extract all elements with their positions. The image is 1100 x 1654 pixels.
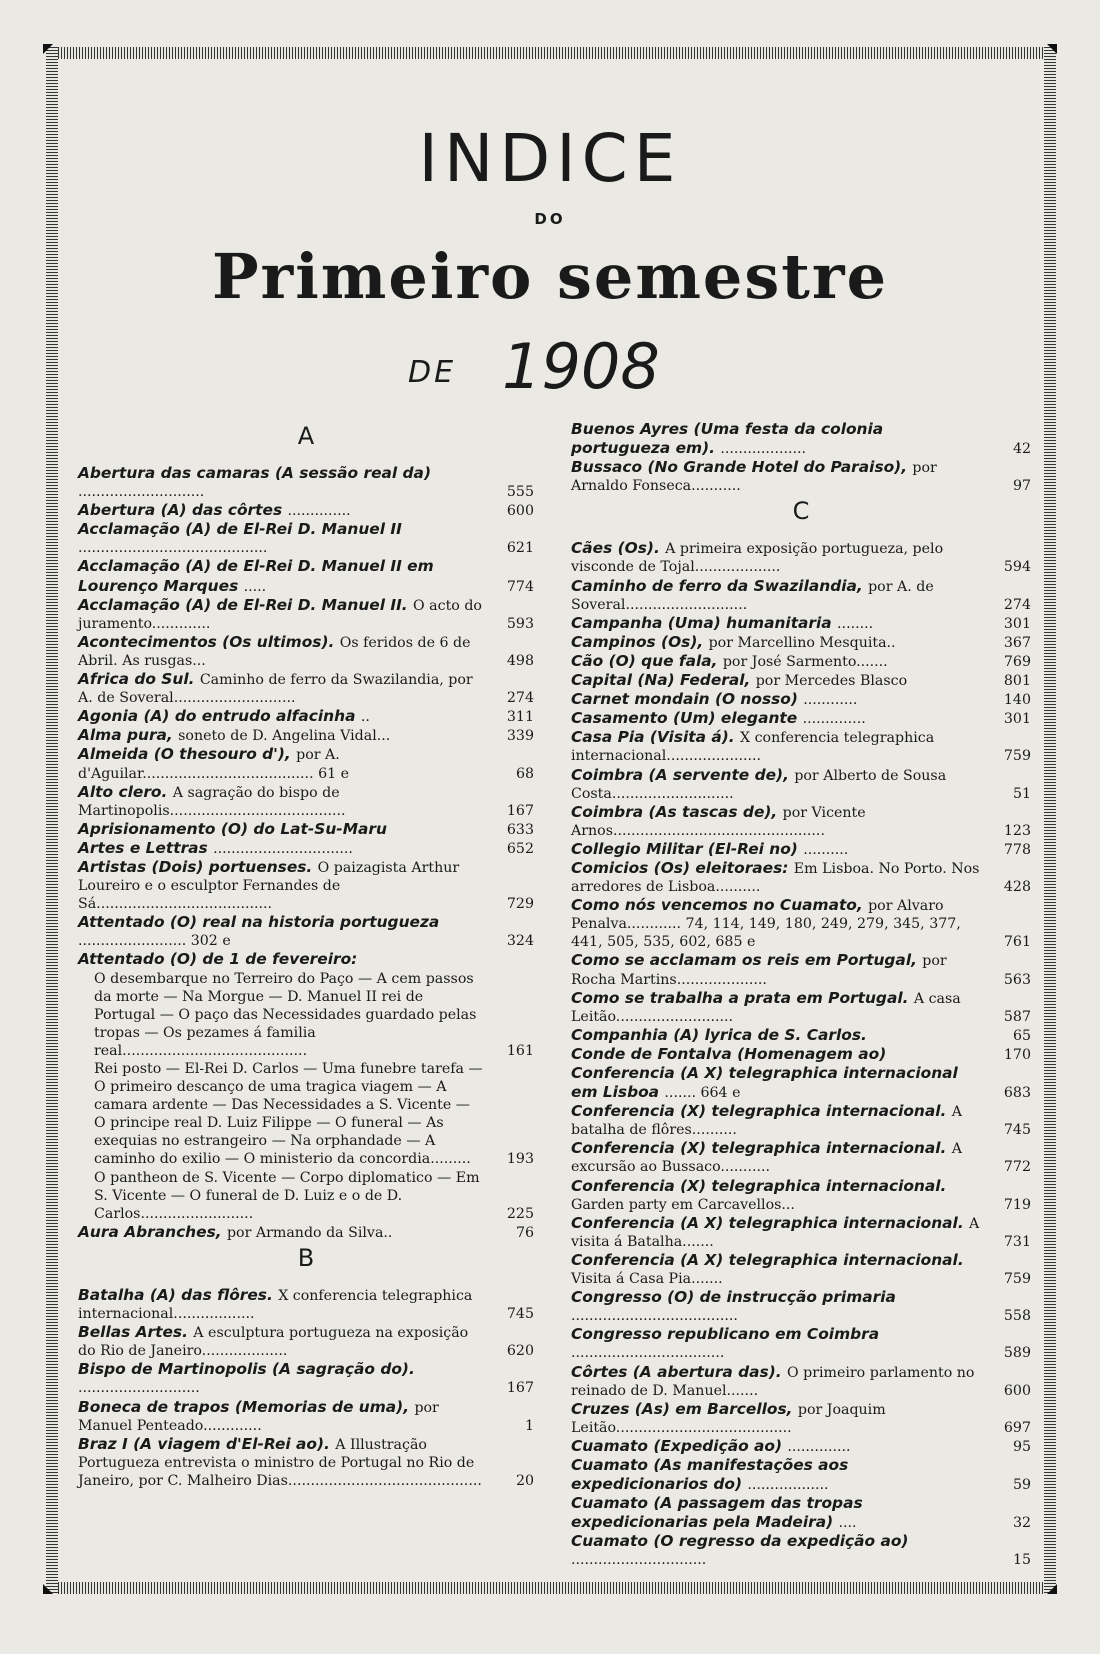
index-entry <box>78 520 534 557</box>
index-entry <box>78 464 534 501</box>
index-entry <box>571 1325 1031 1362</box>
entry-title: Capital (Na) Federal, <box>571 671 756 690</box>
index-entry <box>78 1398 534 1435</box>
entry-title: Casa Pia (Visita á). <box>571 728 740 747</box>
entry-description: por A. de Soveral........................... <box>571 578 934 613</box>
entry-title: Como nós vencemos no Cuamato, <box>571 896 869 915</box>
entry-title: Companhia (A) lyrica de S. Carlos. <box>571 1025 867 1044</box>
index-entry <box>78 1286 534 1323</box>
entry-page-number: 1 <box>524 1417 534 1434</box>
entry-description: por Armando da Silva.. <box>226 1224 393 1241</box>
entry-description: por Arnaldo Fonseca........... <box>571 460 937 495</box>
entry-description: A excursão ao Bussaco........... <box>571 1141 963 1176</box>
entry-title: Cuamato (O regresso da expedição ao) <box>571 1532 909 1551</box>
entry-title: Attentado (O) real na historia portugueza <box>78 913 440 932</box>
index-entry <box>78 1223 534 1242</box>
entry-description: .......................................... <box>78 540 268 557</box>
entry-description: ........ <box>837 615 874 632</box>
corner-ornament <box>43 44 53 54</box>
corner-ornament <box>1047 1584 1057 1594</box>
index-entry <box>571 766 1031 803</box>
entry-description: ..................................... <box>571 1308 738 1325</box>
index-entry <box>571 1251 1031 1288</box>
entry-page-number: 761 <box>1003 934 1031 951</box>
section-letter: B <box>297 1243 315 1272</box>
index-entry <box>571 709 1031 728</box>
entry-title: Conferencia (X) telegraphica internacional. <box>571 1176 947 1195</box>
entry-page-number: 719 <box>1003 1196 1031 1213</box>
index-entry <box>571 539 1031 576</box>
entry-page-number: 600 <box>1003 1382 1031 1399</box>
entry-title: Como se trabalha a prata em Portugal. <box>571 988 914 1007</box>
entry-description: Visita á Casa Pia....... <box>571 1271 723 1288</box>
entry-description: A Illustração Portugueza entrevista o ministro de Portugal no Rio de Janeiro, por C. Malheiro Dias........................................... <box>78 1436 482 1489</box>
index-entry <box>78 1169 534 1223</box>
entry-page-number: 170 <box>1003 1046 1031 1063</box>
entry-page-number: 652 <box>506 840 534 857</box>
entry-description: por A. d'Aguilar...................................... 61 e <box>78 747 350 782</box>
index-entry <box>571 1214 1031 1251</box>
entry-page-number: 769 <box>1003 653 1031 670</box>
entry-title: Cuamato (A passagem das tropas expedicionarias pela Madeira) <box>571 1494 863 1532</box>
entry-title: Attentado (O) de 1 de fevereiro: <box>78 950 358 969</box>
entry-page-number: 15 <box>1012 1552 1031 1569</box>
entry-page-number: 801 <box>1003 673 1031 690</box>
index-entry <box>571 1064 1031 1102</box>
entry-description: .......... <box>803 841 849 858</box>
entry-title: Alto clero. <box>78 782 173 801</box>
entry-description: A batalha de flôres.......... <box>571 1104 963 1139</box>
border-top <box>46 47 1056 59</box>
entry-title: Casamento (Um) elegante <box>571 709 803 728</box>
entry-page-number: 301 <box>1003 615 1031 632</box>
title-year: 1908 <box>502 330 660 403</box>
entry-title: Boneca de trapos (Memorias de uma), <box>78 1397 415 1416</box>
entry-title: Africa do Sul. <box>78 670 200 689</box>
entry-title: Acclamação (A) de El-Rei D. Manuel II <box>78 520 402 539</box>
entry-description: ........................... <box>78 1380 200 1397</box>
entry-title: Artistas (Dois) portuenses. <box>78 857 318 876</box>
entry-description: X conferencia telegraphica internacional..................... <box>571 730 935 765</box>
entry-title: Conferencia (A X) telegraphica internacional. <box>571 1250 964 1269</box>
entry-description: por Alvaro Penalva............ 74, 114, 149, 180, 249, 279, 345, 377, 441, 505, 535, 602, 685 e <box>571 898 961 951</box>
entry-page-number: 32 <box>1012 1515 1031 1532</box>
entry-page-number: 274 <box>506 690 534 707</box>
entry-page-number: 759 <box>1003 748 1031 765</box>
entry-title: Alma pura, <box>78 726 179 745</box>
entry-description: A esculptura portugueza na exposição do Rio de Janeiro................... <box>78 1325 469 1360</box>
entry-description: ..... <box>243 578 267 595</box>
entry-description: por Manuel Penteado............. <box>78 1399 439 1434</box>
entry-title: Côrtes (A abertura das). <box>571 1362 787 1381</box>
entry-title: Agonia (A) do entrudo alfacinha <box>78 707 361 726</box>
index-entry <box>571 1363 1031 1400</box>
entry-page-number: 731 <box>1003 1233 1031 1250</box>
page-subtitle: Primeiro semestre <box>211 240 889 313</box>
index-entry <box>78 950 534 969</box>
entry-title: Aprisionamento (O) do Lat-Su-Maru <box>78 819 387 838</box>
entry-description: .............. <box>787 1438 851 1455</box>
entry-title: Bussaco (No Grande Hotel do Paraiso), <box>571 458 913 477</box>
entry-title: Cães (Os). <box>571 539 666 558</box>
entry-description: .............. <box>287 503 351 520</box>
index-entry <box>78 745 534 782</box>
index-entry <box>571 1456 1031 1494</box>
entry-page-number: 140 <box>1003 692 1031 709</box>
entry-title: Caminho de ferro da Swazilandia, <box>571 576 869 595</box>
entry-description: Garden party em Carcavellos... <box>571 1196 795 1213</box>
entry-title: Cuamato (As manifestações aos expedicionarios do) <box>571 1455 849 1494</box>
entry-page-number: 772 <box>1003 1159 1031 1176</box>
index-entry <box>571 633 1031 652</box>
entry-description: por Rocha Martins.................... <box>571 953 947 988</box>
entry-title: Braz I (A viagem d'El-Rei ao). <box>78 1434 336 1453</box>
index-entry <box>571 420 1031 458</box>
entry-page-number: 42 <box>1012 441 1031 458</box>
entry-page-number: 167 <box>506 1380 534 1397</box>
entry-description: .............. <box>802 711 866 728</box>
index-entry <box>571 671 1031 690</box>
index-column-right <box>571 420 1031 1570</box>
entry-description: Em Lisboa. No Porto. Nos arredores de Lisboa.......... <box>571 860 980 896</box>
entry-subsection: O pantheon de S. Vicente — Corpo diplomatico — Em S. Vicente — O funeral de D. Luiz e o de D. Carlos......................... <box>94 1169 480 1222</box>
entry-page-number: 301 <box>1003 711 1031 728</box>
index-entry <box>571 859 1031 896</box>
entry-page-number: 95 <box>1012 1438 1031 1455</box>
index-entry <box>571 1494 1031 1532</box>
entry-description: por Alberto de Sousa Costa........................... <box>571 767 947 802</box>
index-entry <box>571 803 1031 840</box>
index-entry <box>78 1323 534 1360</box>
entry-page-number: 167 <box>506 802 534 819</box>
index-entry <box>78 557 534 595</box>
entry-title: Aura Abranches, <box>78 1222 227 1241</box>
entry-page-number: 589 <box>1003 1345 1031 1362</box>
entry-page-number: 68 <box>515 765 534 782</box>
entry-title: Coimbra (A servente de), <box>571 765 795 784</box>
entry-title: Bispo de Martinopolis (A sagração do). <box>78 1360 415 1379</box>
entry-page-number: 683 <box>1003 1085 1031 1102</box>
entry-title: Congresso (O) de instrucção primaria <box>571 1288 896 1307</box>
index-entry <box>78 670 534 707</box>
index-entry <box>78 501 534 520</box>
entry-page-number: 225 <box>506 1205 534 1222</box>
entry-title: Cuamato (Expedição ao) <box>571 1436 788 1455</box>
entry-description: .............................. <box>571 1552 707 1569</box>
entry-title: Como se acclamam os reis em Portugal, <box>571 951 923 970</box>
index-entry <box>571 1532 1031 1569</box>
index-entry <box>78 726 534 745</box>
entry-description: X conferencia telegraphica internacional.................. <box>78 1287 473 1323</box>
entry-page-number: 161 <box>506 1042 534 1059</box>
entry-title: Campanha (Uma) humanitaria <box>571 613 838 632</box>
entry-page-number: 563 <box>1003 971 1031 988</box>
entry-description: Caminho de ferro da Swazilandia, por A. de Soveral........................... <box>78 672 473 707</box>
entry-title: Cruzes (As) em Barcellos, <box>571 1399 798 1418</box>
index-entry <box>571 1288 1031 1325</box>
entry-page-number: 20 <box>515 1472 534 1489</box>
index-entry <box>78 820 534 839</box>
entry-description: por Joaquim Leitão....................................... <box>571 1401 886 1436</box>
entry-page-number: 59 <box>1012 1477 1031 1494</box>
entry-page-number: 774 <box>506 578 534 595</box>
entry-title: Conferencia (X) telegraphica internacional. <box>571 1139 952 1158</box>
section-letter: A <box>297 422 315 450</box>
entry-description: .................. <box>747 1477 829 1494</box>
entry-title: Coimbra (As tascas de), <box>571 802 783 821</box>
entry-description: ............................... <box>213 840 353 857</box>
entry-title: Conde de Fontalva (Homenagem ao) <box>571 1044 887 1063</box>
entry-page-number: 428 <box>1003 879 1031 896</box>
entry-description: por Mercedes Blasco <box>755 673 908 690</box>
entry-title: Abertura (A) das côrtes <box>78 501 288 520</box>
entry-page-number: 193 <box>506 1151 534 1168</box>
entry-title: Cão (O) que fala, <box>571 651 723 670</box>
entry-description: por José Sarmento....... <box>722 653 888 670</box>
title-de: DE <box>408 355 457 390</box>
entry-description: ............ <box>803 692 858 709</box>
entry-title: Comicios (Os) eleitoraes: <box>571 858 794 877</box>
index-entry <box>571 1139 1031 1176</box>
entry-title: Acclamação (A) de El-Rei D. Manuel II em Lourenço Marques <box>78 557 434 595</box>
index-entry <box>571 690 1031 709</box>
entry-title: Artes e Lettras <box>78 838 214 857</box>
entry-title: Almeida (O thesouro d'), <box>78 745 297 764</box>
entry-page-number: 729 <box>506 896 534 913</box>
entry-page-number: 593 <box>506 615 534 632</box>
entry-page-number: 558 <box>1003 1308 1031 1325</box>
entry-title: Campinos (Os), <box>571 632 709 651</box>
entry-title: Collegio Militar (El-Rei no) <box>571 839 804 858</box>
index-entry <box>78 858 534 913</box>
index-entry <box>571 896 1031 951</box>
index-entry <box>78 633 534 670</box>
index-entry <box>571 728 1031 765</box>
index-entry <box>571 1026 1031 1045</box>
entry-page-number: 697 <box>1003 1419 1031 1436</box>
entry-title: Batalha (A) das flôres. <box>78 1285 279 1304</box>
index-entry <box>78 1435 534 1490</box>
entry-description: ....... 664 e <box>664 1085 741 1102</box>
border-bottom <box>46 1582 1056 1594</box>
entry-page-number: 587 <box>1003 1008 1031 1025</box>
entry-title: Acclamação (A) de El-Rei D. Manuel II. <box>78 595 414 614</box>
entry-page-number: 311 <box>506 709 534 726</box>
entry-description: ................... <box>720 441 807 458</box>
entry-page-number: 324 <box>506 933 534 950</box>
entry-description: ........................ 302 e <box>78 933 231 950</box>
entry-subsection: Rei posto — El-Rei D. Carlos — Uma funebre tarefa — O primeiro descanço de uma tragica viagem — A camara ardente — Das Necessidades a S. Vicente — O principe real D. Luiz Filippe — O funeral — As exequias no estrangeiro — Na orphandade — A caminho do exilio — O ministerio da concordia......... <box>94 1061 483 1168</box>
corner-ornament <box>43 1584 53 1594</box>
entry-title: Conferencia (A X) telegraphica internacional em Lisboa <box>571 1064 958 1102</box>
entry-page-number: 65 <box>1012 1027 1031 1044</box>
entry-description: O paizagista Arthur Loureiro e o esculptor Fernandes de Sá....................................... <box>78 859 460 913</box>
entry-page-number: 367 <box>1003 634 1031 651</box>
entry-page-number: 339 <box>506 728 534 745</box>
entry-page-number: 51 <box>1012 785 1031 802</box>
section-letter: C <box>792 497 810 526</box>
entry-page-number: 498 <box>506 652 534 669</box>
entry-description: soneto de D. Angelina Vidal... <box>178 728 391 745</box>
entry-description: .................................. <box>571 1345 725 1362</box>
entry-page-number: 555 <box>506 484 534 501</box>
index-entry <box>571 458 1031 495</box>
entry-title: Carnet mondain (O nosso) <box>571 690 804 709</box>
index-entry <box>78 707 534 726</box>
entry-description: por Vicente Arnos............................................... <box>571 804 866 839</box>
entry-description: .... <box>838 1515 857 1532</box>
entry-page-number: 600 <box>506 503 534 520</box>
index-entry <box>78 913 534 950</box>
index-entry <box>571 1437 1031 1456</box>
index-entry <box>571 840 1031 859</box>
index-column-left <box>78 420 534 1490</box>
index-entry <box>571 1177 1031 1214</box>
entry-title: Conferencia (X) telegraphica internacional. <box>571 1102 952 1121</box>
entry-page-number: 621 <box>506 540 534 557</box>
index-entry <box>78 596 534 633</box>
index-entry <box>78 970 534 1060</box>
index-entry <box>571 1102 1031 1139</box>
entry-description: .. <box>360 709 370 726</box>
index-entry <box>571 951 1031 988</box>
index-entry <box>78 783 534 820</box>
entry-description: ............................ <box>78 484 205 501</box>
corner-ornament <box>1047 44 1057 54</box>
index-entry <box>571 1045 1031 1064</box>
entry-title: Buenos Ayres (Uma festa da colonia portugueza em). <box>571 420 884 458</box>
index-entry <box>571 989 1031 1026</box>
entry-page-number: 778 <box>1003 841 1031 858</box>
index-entry <box>78 839 534 858</box>
entry-description: A visita á Batalha....... <box>571 1215 980 1250</box>
entry-page-number: 594 <box>1003 559 1031 576</box>
entry-page-number: 76 <box>515 1224 534 1241</box>
entry-page-number: 745 <box>506 1306 534 1323</box>
index-entry <box>78 1360 534 1397</box>
index-entry <box>78 1060 534 1169</box>
entry-subsection: O desembarque no Terreiro do Paço — A cem passos da morte — Na Morgue — D. Manuel II rei de Portugal — O paço das Necessidades guardado pelas tropas — Os pezames á familia real......................................... <box>94 970 477 1059</box>
entry-description: A casa Leitão.......................... <box>571 990 961 1025</box>
entry-page-number: 123 <box>1003 822 1031 839</box>
entry-title: Conferencia (A X) telegraphica internacional. <box>571 1213 970 1232</box>
entry-description: por Marcellino Mesquita.. <box>708 634 896 651</box>
entry-page-number: 97 <box>1012 478 1031 495</box>
entry-title: Abertura das camaras (A sessão real da) <box>78 464 431 482</box>
entry-page-number: 620 <box>506 1343 534 1360</box>
title-connector: DO <box>534 210 566 228</box>
entry-title: Bellas Artes. <box>78 1323 194 1342</box>
entry-description: O acto do juramento............. <box>78 597 482 632</box>
entry-page-number: 759 <box>1003 1271 1031 1288</box>
index-entry <box>571 614 1031 633</box>
entry-description: O primeiro parlamento no reinado de D. Manuel....... <box>571 1364 975 1399</box>
index-entry <box>571 577 1031 614</box>
entry-page-number: 633 <box>506 821 534 838</box>
entry-description: A primeira exposição portugueza, pelo visconde de Tojal................... <box>571 541 944 576</box>
entry-page-number: 274 <box>1003 596 1031 613</box>
entry-page-number: 745 <box>1003 1122 1031 1139</box>
entry-description: A sagração do bispo de Martinopolis....................................... <box>78 784 346 819</box>
entry-title: Acontecimentos (Os ultimos). <box>78 632 340 651</box>
entry-title: Congresso republicano em Coimbra <box>571 1325 880 1344</box>
entry-description: Os feridos de 6 de Abril. As rusgas... <box>78 634 471 669</box>
index-entry <box>571 652 1031 671</box>
index-entry <box>571 1400 1031 1437</box>
page-title: INDICE <box>418 120 682 197</box>
